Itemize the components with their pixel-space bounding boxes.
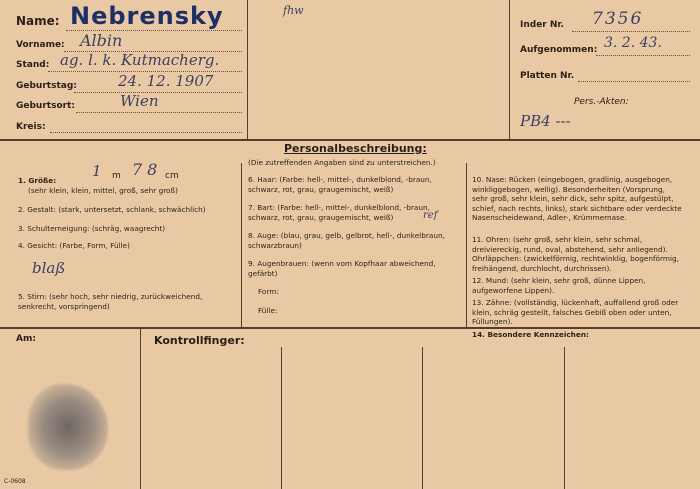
besondere-kennzeichen-item: 14. Besondere Kennzeichen: — [472, 330, 589, 339]
groesse-unit-m: m — [112, 171, 121, 181]
aufgenommen-label: Aufgenommen: — [520, 45, 598, 55]
geburtsort-value: Wien — [120, 92, 159, 110]
zaehne-item: 13. Zähne: (vollständig, lückenhaft, auffallend groß oder klein, schräg gestellt, falsches Gebiß oben oder unten, Füllungen). — [472, 298, 679, 327]
personal-col-divider-1 — [241, 163, 242, 327]
fuelle-label: Fülle: — [258, 306, 278, 315]
top-right-divider — [509, 0, 510, 139]
name-label: Name: — [16, 14, 60, 28]
fingerprint-smudge — [28, 384, 108, 470]
haar-item: 6. Haar: (Farbe: hell-, mittel-, dunkelblond, -braun, schwarz, rot, grau, graugemischt, weiß) — [248, 175, 432, 194]
aufgenommen-value: 3. 2. 43. — [604, 35, 662, 51]
gesicht-value: blaß — [32, 259, 66, 277]
geburtsort-label: Geburtsort: — [16, 101, 75, 111]
platten-line — [578, 81, 690, 82]
middle-note: fhw — [283, 4, 304, 17]
pers-akten-value: PB4 --- — [520, 112, 571, 130]
vorname-value: Albin — [80, 31, 123, 50]
ohren-item: 11. Ohren: (sehr groß, sehr klein, sehr schmal, dreiviereckig, rund, oval, abstehend, sehr anliegend). Ohrläppchen: (zwickelförmig, rechtwinklig, bogenförmig, freihängend, durchlocht, durchrissen). — [472, 235, 679, 273]
schulterneigung-item: 3. Schulterneigung: (schräg, waagrecht) — [18, 224, 166, 233]
vorname-label: Vorname: — [16, 40, 65, 50]
kreis-line — [50, 132, 242, 133]
mund-item: 12. Mund: (sehr klein, sehr groß, dünne Lippen, aufgeworfene Lippen). — [472, 276, 646, 295]
stand-value: ag. l. k. Kutmacherg. — [60, 51, 220, 69]
am-label: Am: — [16, 334, 36, 344]
gesicht-item: 4. Gesicht: (Farbe, Form, Fülle) — [18, 241, 130, 250]
name-value: Nebrensky — [70, 2, 224, 30]
aufgenommen-line — [596, 55, 690, 56]
finger-divider-1 — [140, 329, 141, 489]
inder-label: Inder Nr. — [520, 20, 564, 30]
kontrollfinger-label: Kontrollfinger: — [154, 334, 245, 347]
platten-label: Platten Nr. — [520, 71, 575, 81]
top-section-bottom-rule — [0, 139, 700, 141]
bart-note: ref — [423, 210, 438, 221]
groesse-detail: (sehr klein, klein, mittel, groß, sehr groß) — [28, 186, 178, 195]
finger-divider-2 — [281, 347, 282, 489]
groesse-value-m: 1 — [92, 162, 102, 180]
top-left-divider — [247, 0, 248, 139]
geburtstag-value: 24. 12. 1907 — [118, 72, 214, 90]
middle-section-bottom-rule — [0, 327, 700, 329]
nase-item: 10. Nase: Rücken (eingebogen, gradlinig, ausgebogen, winkliggebogen, wellig). Besonderheiten (Vorsprung, sehr groß, sehr klein, sehr dick, sehr spitz, aufgestülpt, schief, nach rechts, links), stark sichtbare oder verdeckte Nasenscheidewand, Adler-, Krümmernase. — [472, 175, 682, 223]
pers-akten-label: Pers.-Akten: — [574, 97, 629, 107]
personal-description-subtitle: (Die zutreffenden Angaben sind zu unterstreichen.) — [248, 158, 436, 167]
stand-label: Stand: — [16, 60, 50, 70]
kreis-label: Kreis: — [16, 122, 46, 132]
print-code: C-0608 — [4, 478, 26, 485]
geburtstag-label: Geburtstag: — [16, 81, 77, 91]
groesse-unit-cm: cm — [165, 171, 179, 181]
gestalt-item: 2. Gestalt: (stark, untersetzt, schlank, schwächlich) — [18, 205, 206, 214]
form-label: Form: — [258, 287, 279, 296]
augenbrauen-item: 9. Augenbrauen: (wenn vom Kopfhaar abweichend, gefärbt) — [248, 259, 436, 278]
auge-item: 8. Auge: (blau, grau, gelb, gelbrot, hell-, dunkelbraun, schwarzbraun) — [248, 231, 445, 250]
groesse-value-cm: 78 — [132, 160, 163, 179]
finger-divider-3 — [422, 347, 423, 489]
groesse-label: 1. Größe: — [18, 176, 57, 185]
inder-line — [572, 31, 690, 32]
personal-description-title: Personalbeschreibung: — [284, 142, 427, 155]
geburtsort-line — [76, 112, 242, 113]
stirn-item: 5. Stirn: (sehr hoch, sehr niedrig, zurückweichend, senkrecht, vorspringend) — [18, 292, 203, 311]
bart-item: 7. Bart: (Farbe: hell-, mittel-, dunkelblond, -braun, schwarz, rot, grau, graugemischt, weiß) — [248, 203, 430, 222]
personal-col-divider-2 — [466, 163, 467, 327]
inder-value: 7356 — [592, 9, 644, 29]
finger-divider-4 — [564, 347, 565, 489]
